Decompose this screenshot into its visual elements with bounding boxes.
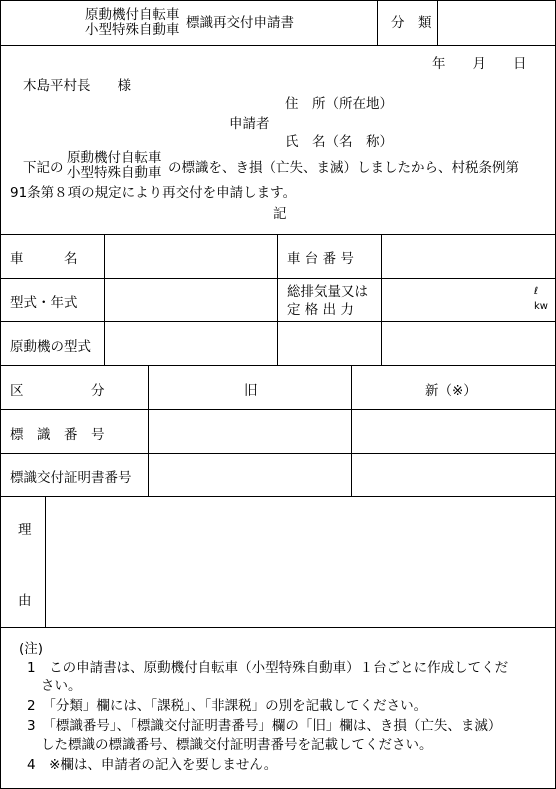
new-column-label: 新（※） — [425, 383, 477, 399]
applicant-label: 申請者 — [229, 116, 270, 132]
unit-kw: kw — [534, 301, 548, 312]
notes-heading: (注) — [19, 641, 44, 657]
reason-field[interactable] — [46, 497, 555, 627]
note-1-a: 1 この申請書は、原動機付自転車（小型特殊自動車）１台ごとに作成してくだ — [27, 660, 509, 676]
divider — [1, 365, 555, 366]
chassis-number-field[interactable] — [382, 235, 555, 278]
engine-model-extra-field-2[interactable] — [382, 322, 555, 365]
note-2: 2 「分類」欄には、「課税」、「非課税」の別を記載してください。 — [27, 698, 428, 714]
classification-field[interactable] — [438, 1, 555, 45]
vehicle-type-1: 原動機付自転車 — [85, 7, 180, 23]
category-label: 区 分 — [10, 383, 105, 399]
ki-label: 記 — [273, 206, 287, 222]
classification-label: 分 類 — [391, 15, 432, 31]
unit-liter: ℓ — [534, 286, 539, 297]
note-4: 4 ※欄は、申請者の記入を要しません。 — [27, 757, 278, 773]
displacement-label-2: 定 格 出 力 — [287, 302, 354, 318]
form-title: 標識再交付申請書 — [186, 15, 294, 31]
note-1-b: さい。 — [41, 678, 82, 694]
model-year-label: 型式・年式 — [10, 295, 78, 311]
car-name-text: 車 名 — [10, 251, 78, 267]
note-3-a: 3 「標識番号」、「標識交付証明書番号」欄の「旧」欄は、き損（亡失、ま滅） — [27, 718, 502, 734]
engine-model-label: 原動機の型式 — [10, 339, 91, 355]
body-prefix: 下記の — [23, 160, 64, 176]
old-certificate-number-field[interactable] — [149, 454, 351, 496]
plate-number-label: 標 識 番 号 — [10, 427, 105, 443]
address-label: 住 所（所在地） — [285, 96, 393, 112]
body-line2: 91条第８項の規定により再交付を申請します。 — [10, 185, 297, 201]
reason-label-top: 理 — [18, 522, 32, 538]
displacement-field[interactable] — [382, 279, 555, 321]
engine-model-field[interactable] — [105, 322, 277, 365]
new-plate-number-field[interactable] — [352, 410, 555, 453]
old-plate-number-field[interactable] — [149, 410, 351, 453]
divider — [377, 1, 378, 45]
reason-label-bottom: 由 — [18, 593, 32, 609]
old-column-label: 旧 — [244, 383, 258, 399]
vehicle-type-2: 小型特殊自動車 — [85, 22, 180, 38]
divider — [1, 627, 555, 628]
name-label: 氏 名（名 称） — [285, 134, 393, 150]
certificate-number-label: 標識交付証明書番号 — [10, 470, 132, 486]
chassis-number-label: 車 台 番 号 — [287, 251, 354, 267]
displacement-label — [287, 283, 368, 319]
divider — [1, 45, 555, 46]
car-name-label — [10, 247, 94, 267]
vehicle-type-stack — [85, 8, 180, 38]
car-name-field[interactable] — [105, 235, 277, 278]
recipient: 木島平村長 様 — [23, 78, 131, 94]
body-vehicle-stack — [67, 151, 162, 181]
body-vehicle-2: 小型特殊自動車 — [67, 165, 162, 181]
model-year-field[interactable] — [105, 279, 277, 321]
new-certificate-number-field[interactable] — [352, 454, 555, 496]
engine-model-extra-field[interactable] — [278, 322, 381, 365]
displacement-label-1: 総排気量又は — [287, 284, 368, 300]
note-3-b: した標識の標識番号、標識交付証明書番号を記載してください。 — [41, 737, 433, 753]
body-vehicle-1: 原動機付自転車 — [67, 150, 162, 166]
body-line1: の標識を、き損（亡失、ま滅）しましたから、村税条例第 — [168, 160, 519, 176]
date-label: 年 月 日 — [432, 56, 527, 72]
